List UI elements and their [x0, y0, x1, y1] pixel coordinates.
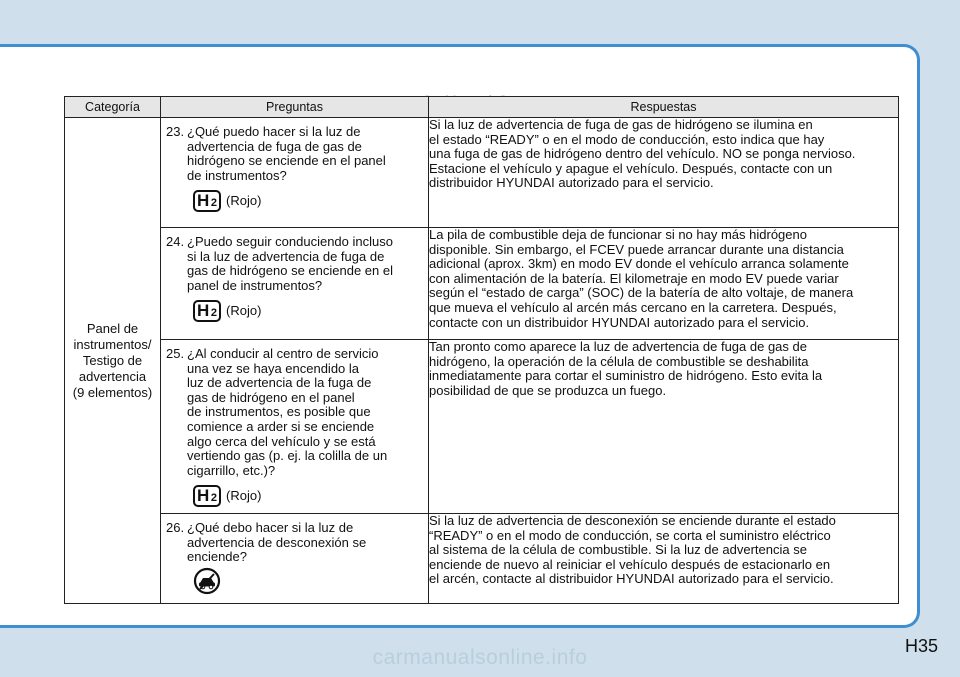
category-line: instrumentos/ [73, 336, 152, 352]
answer-line: “READY” o en el modo de conducción, se corta el suministro eléctrico [429, 527, 831, 543]
question-line: algo cerca del vehículo y se está [187, 433, 376, 449]
answer-line: Si la luz de advertencia de desconexión se enciende durante el estado [429, 513, 836, 528]
question-line: ¿Puedo seguir conduciendo incluso [187, 234, 393, 249]
table-header-row [65, 97, 899, 118]
h2-warning-icon [193, 190, 221, 212]
disconnect-warning-icon [193, 567, 221, 599]
question-line: ¿Qué debo hacer si la luz de [187, 520, 354, 535]
h2-icon-letter: H [197, 191, 210, 211]
h2-warning-icon [193, 485, 221, 507]
qa-table [64, 96, 899, 604]
answer-line: con alimentación de la batería. El kilometraje en modo EV puede variar [429, 270, 839, 286]
question-cell [161, 228, 429, 340]
h2-icon-subscript: 2 [210, 307, 217, 320]
question-line: una vez se haya encendido la [187, 360, 360, 376]
answer-line: al sistema de la célula de combustible. Si la luz de advertencia se [429, 542, 807, 558]
h2-warning-icon [193, 300, 221, 322]
answer-line: La pila de combustible deja de funcionar si no hay más hidrógeno [429, 227, 807, 242]
answer-line: Si la luz de advertencia de fuga de gas de hidrógeno se ilumina en [429, 117, 813, 132]
question-number: 26. [166, 520, 185, 535]
question-line: de instrumentos, es posible que [187, 404, 371, 420]
h2-icon-letter: H [197, 486, 210, 506]
header-respuestas: Respuestas [429, 97, 899, 118]
question-line: comience a arder si se enciende [187, 418, 375, 434]
question-cell [161, 514, 429, 604]
answer-line: que mueva el vehículo al arcén más cercano en la carretera. Después, [429, 299, 837, 315]
answer-line: el estado “READY” o en el modo de conducción, esto indica que hay [429, 131, 825, 147]
question-line: luz de advertencia de la fuga de [187, 375, 372, 391]
answer-line: contacte con un distribuidor HYUNDAI autorizado para el servicio. [429, 314, 810, 330]
answer-line: según el “estado de carga” (SOC) de la batería de alto voltaje, de manera [429, 285, 854, 301]
header-categoria: Categoría [65, 97, 161, 118]
answer-line: adicional (aprox. 3km) en modo EV donde el vehículo arranca solamente [429, 256, 849, 272]
question-line: enciende? [187, 549, 247, 565]
category-cell [65, 118, 161, 604]
watermark-bottom: carmanualsonline.info [372, 646, 588, 669]
question-line: si la luz de advertencia de fuga de [187, 248, 385, 264]
question-cell [161, 118, 429, 228]
question-number: 25. [166, 346, 185, 361]
h2-icon-letter: H [197, 301, 210, 321]
question-line: de instrumentos? [187, 167, 287, 183]
color-label: (Rojo) [226, 193, 262, 209]
table-row [65, 118, 899, 228]
table-row [65, 340, 899, 514]
color-label: (Rojo) [226, 303, 262, 319]
question-line: gas de hidrógeno se enciende en el [187, 263, 393, 279]
answer-line: distribuidor HYUNDAI autorizado para el servicio. [429, 175, 714, 191]
category-line: advertencia [78, 368, 147, 384]
category-line: Panel de [86, 320, 139, 336]
question-line: ¿Qué puedo hacer si la luz de [187, 124, 361, 139]
table-row [65, 228, 899, 340]
question-line: advertencia de fuga de gas de [187, 138, 362, 154]
table-row [65, 514, 899, 604]
answer-line: inmediatamente para cortar el suministro de hidrógeno. Esto evita la [429, 368, 823, 384]
question-number: 23. [166, 124, 185, 139]
color-label: (Rojo) [226, 488, 262, 504]
question-line: cigarrillo, etc.)? [187, 462, 276, 478]
question-line: advertencia de desconexión se [187, 534, 367, 550]
page-number: H35 [904, 636, 938, 656]
answer-line: hidrógeno, la operación de la célula de combustible se deshabilita [429, 353, 809, 369]
question-line: gas de hidrógeno en el panel [187, 389, 355, 405]
question-line: vertiendo gas (p. ej. la colilla de un [187, 448, 388, 464]
answer-cell [429, 514, 899, 604]
answer-line: disponible. Sin embargo, el FCEV puede arrancar durante una distancia [429, 241, 844, 257]
question-line: hidrógeno se enciende en el panel [187, 153, 386, 169]
category-line: Testigo de [82, 352, 143, 368]
answer-line: el arcén, contacte al distribuidor HYUNDAI autorizado para el servicio. [429, 571, 834, 587]
answer-line: enciende de nuevo al reiniciar el vehículo después de estacionarlo en [429, 556, 831, 572]
answer-line: una fuga de gas de hidrógeno dentro del vehículo. NO se ponga nervioso. [429, 146, 856, 162]
h2-icon-subscript: 2 [210, 492, 217, 505]
answer-line: posibilidad de que se produzca un fuego. [429, 382, 667, 398]
question-number: 24. [166, 234, 185, 249]
question-line: panel de instrumentos? [187, 277, 323, 293]
answer-cell [429, 340, 899, 514]
answer-cell [429, 228, 899, 340]
h2-icon-subscript: 2 [210, 197, 217, 210]
question-cell [161, 340, 429, 514]
category-line: (9 elementos) [72, 384, 153, 400]
question-line: ¿Al conducir al centro de servicio [187, 346, 379, 361]
answer-line: Tan pronto como aparece la luz de advertencia de fuga de gas de [429, 339, 807, 354]
answer-cell [429, 118, 899, 228]
answer-line: Estacione el vehículo y apague el vehículo. Después, contacte con un [429, 160, 833, 176]
header-preguntas: Preguntas [161, 97, 429, 118]
